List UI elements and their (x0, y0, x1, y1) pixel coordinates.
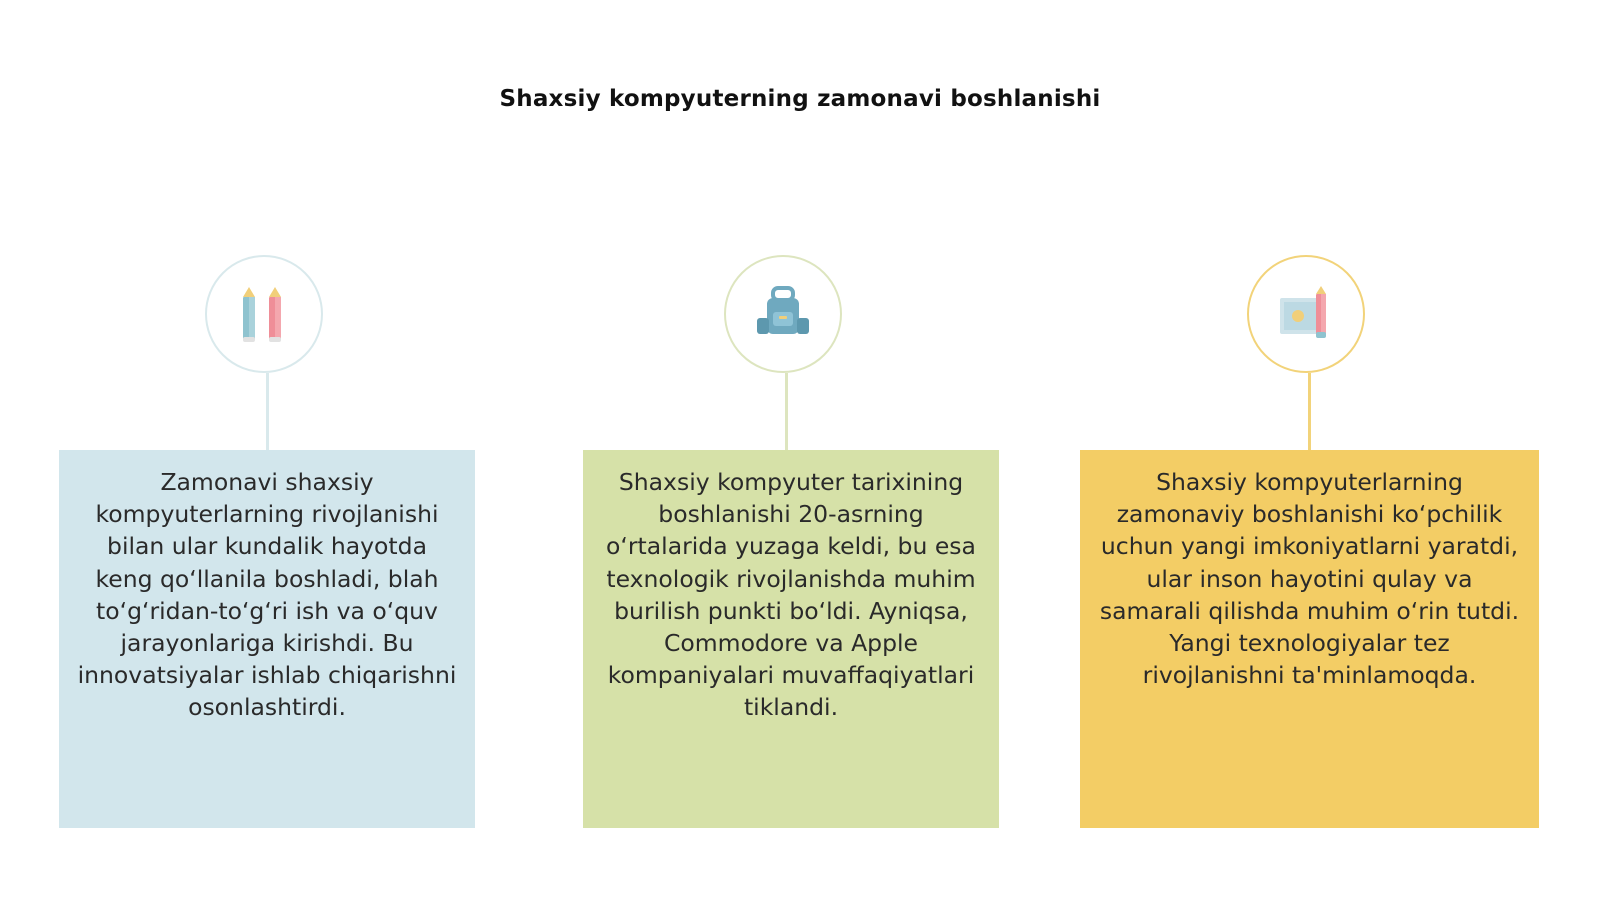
page-title: Shaxsiy kompyuterning zamonavi boshlanishi (499, 86, 1101, 112)
card-text-1: Zamonavi shaxsiy kompyuterlarning rivojlanishi bilan ular kundalik hayotda keng qo‘llanila boshladi, blah to‘g‘ridan-to‘g‘ri ish va o‘quv jarayonlariga kirishdi. Bu innovatsiyalar ishlab chiqarishni osonlashtirdi. (77, 468, 457, 722)
info-card-3 (1080, 450, 1539, 828)
icon-circle-3 (1247, 255, 1365, 373)
icon-circle-2 (724, 255, 842, 373)
card-text-2: Shaxsiy kompyuter tarixining boshlanishi 20-asrning o‘rtalarida yuzaga keldi, bu esa texnologik rivojlanishda muhim burilish punkti bo‘ldi. Ayniqsa, Commodore va Apple kompaniyalari muvaffaqiyatlari tiklandi. (606, 468, 976, 722)
card-text-3: Shaxsiy kompyuterlarning zamonaviy boshlanishi ko‘pchilik uchun yangi imkoniyatlarni yaratdi, ular inson hayotini qulay va samarali qilishda muhim o‘rin tutdi. Yangi texnologiyalar tez rivojlanishni ta'minlamoqda. (1099, 468, 1520, 690)
backpack-icon (753, 284, 813, 344)
info-card-2 (583, 450, 999, 828)
connector-line-3 (1308, 373, 1311, 450)
icon-circle-1 (205, 255, 323, 373)
info-card-1 (59, 450, 475, 828)
connector-line-1 (266, 373, 269, 450)
pencils-icon (239, 283, 289, 345)
connector-line-2 (785, 373, 788, 450)
drawing-pencil-icon (1276, 284, 1336, 344)
